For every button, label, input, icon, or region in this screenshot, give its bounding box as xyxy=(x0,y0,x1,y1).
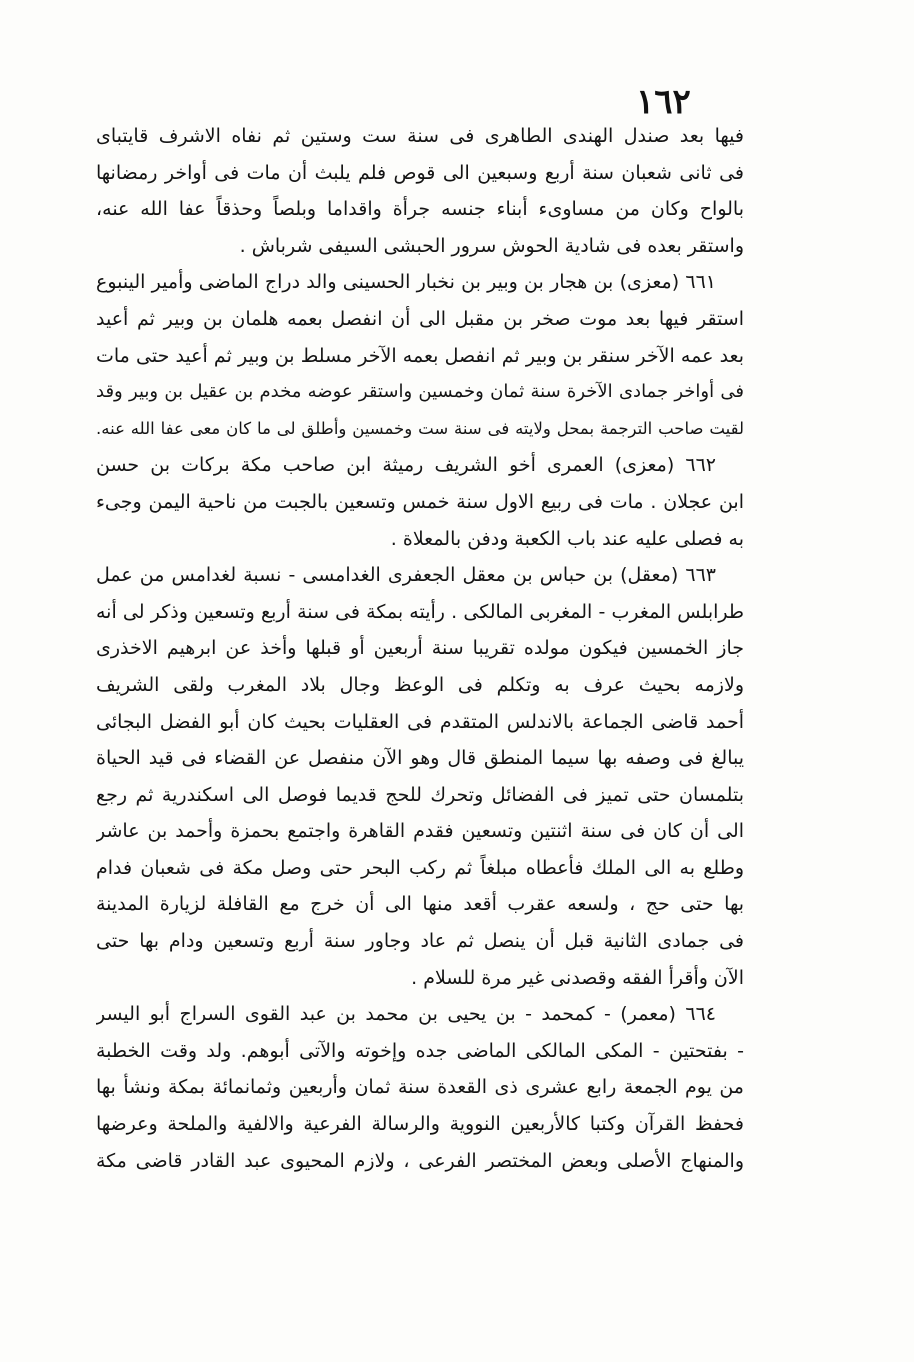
entry-heading-661: ٦٦١ (معزى) بن هجار بن وبير بن نخبار الحسينى والد دراج الماضى وأمير الينبوع xyxy=(96,271,716,294)
text-line: من يوم الجمعة رابع عشرى ذى القعدة سنة ثمان وأربعين وثمانمائة بمكة ونشأ بها xyxy=(96,1076,744,1099)
text-line: والمنهاج الأصلى وبعض المختصر الفرعى ، ولازم المحيوى عبد القادر قاضى مكة xyxy=(96,1149,744,1172)
text-line: بتلمسان حتى تميز فى الفضائل وتحرك للحج قديما فوصل الى اسكندرية ثم رجع xyxy=(96,783,744,806)
text-line: جاز الخمسين فيكون مولده تقريبا سنة أربعين أو قبلها وأخذ عن ابرهيم الاخذرى xyxy=(96,637,744,660)
text-line: وطلع به الى الملك فأعطاه مبلغاً ثم ركب البحر حتى وصل مكة فى شعبان فدام xyxy=(96,856,744,879)
text-line: فى ثانى شعبان سنة أربع وسبعين الى قوص فلم يلبث أن مات فى أواخر رمضانها xyxy=(96,161,744,184)
text-line: فى جمادى الثانية قبل أن ينصل ثم عاد وجاور سنة أربع وتسعين ودام بها حتى xyxy=(96,930,744,953)
text-line: لقيت صاحب الترجمة بمحل ولايته فى سنة ست وخمسين وأطلق لى ما كان معى عفا الله عنه. xyxy=(96,418,744,438)
entry-heading-664: ٦٦٤ (معمر) - كمحمد - بن يحيى بن محمد بن عبد القوى السراج أبو اليسر xyxy=(96,1003,716,1026)
text-line: ابن عجلان . مات فى ربيع الاول سنة خمس وتسعين بالجبت من ناحية اليمن وجىء xyxy=(96,490,744,513)
entry-heading-662: ٦٦٢ (معزى) العمرى أخو الشريف رميثة ابن صاحب مكة بركات بن حسن xyxy=(96,454,716,477)
text-line: يبالغ فى وصفه بها سيما المنطق قال وهو الآن منفصل عن القضاء فى قيد الحياة xyxy=(96,747,744,770)
text-line: أحمد قاضى الجماعة بالاندلس المتقدم فى العقليات بحيث كان أبو الفضل البجائى xyxy=(96,710,744,733)
entry-heading-663: ٦٦٣ (معقل) بن حباس بن معقل الجعفرى الغدامسى - نسبة لغدامس من عمل xyxy=(96,564,716,587)
text-line: فيها بعد صندل الهندى الطاهرى فى سنة ست وستين ثم نفاه الاشرف قايتباى xyxy=(96,125,744,147)
text-line: طرابلس المغرب - المغربى المالكى . رأيته بمكة فى سنة أربع وتسعين وذكر لى أنه xyxy=(96,600,744,623)
text-line: - بفتحتين - المكى المالكى الماضى جده وإخوته والآتى أبوهم. ولد وقت الخطبة xyxy=(96,1039,744,1062)
text-line: بعد عمه الآخر سنقر بن وبير ثم انفصل بعمه الآخر مسلط بن وبير ثم أعيد حتى مات xyxy=(96,344,744,367)
text-line: استقر فيها بعد موت صخر بن مقبل الى أن انفصل بعمه هلمان بن وبير ثم أعيد xyxy=(96,307,744,330)
body-text xyxy=(96,118,744,1179)
text-line: فى أواخر جمادى الآخرة سنة ثمان وخمسين واستقر عوضه مخدم بن عقيل بن وبير وقد xyxy=(96,381,744,403)
text-line: بالواح وكان من مساوىء أبناء جنسه جرأة واقداما وبلصاً وحذقاً عفا الله عنه، xyxy=(96,198,744,221)
text-line: الى أن كان فى سنة اثنتين وتسعين فقدم القاهرة واجتمع بحمزة وأحمد بن عاشر xyxy=(96,820,744,843)
text-line: واستقر بعده فى شادية الحوش سرور الحبشى السيفى شرباش . xyxy=(239,234,744,257)
text-line: ولازمه بحيث عرف به وتكلم فى الوعظ وجال بلاد المغرب ولقى الشريف xyxy=(96,673,744,696)
text-line: فحفظ القرآن وكتبا كالأربعين النووية والرسالة الفرعية والالفية والملحة وعرضها xyxy=(96,1113,744,1136)
page-number: ١٦٢ xyxy=(636,82,691,122)
text-line: بها حتى حج ، ولسعه عقرب أقعد منها الى أن خرج مع القافلة لزيارة المدينة xyxy=(96,893,744,916)
text-line: به فصلى عليه عند باب الكعبة ودفن بالمعلاة . xyxy=(390,527,744,550)
text-line: الآن وأقرأ الفقه وقصدنى غير مرة للسلام . xyxy=(411,966,744,989)
